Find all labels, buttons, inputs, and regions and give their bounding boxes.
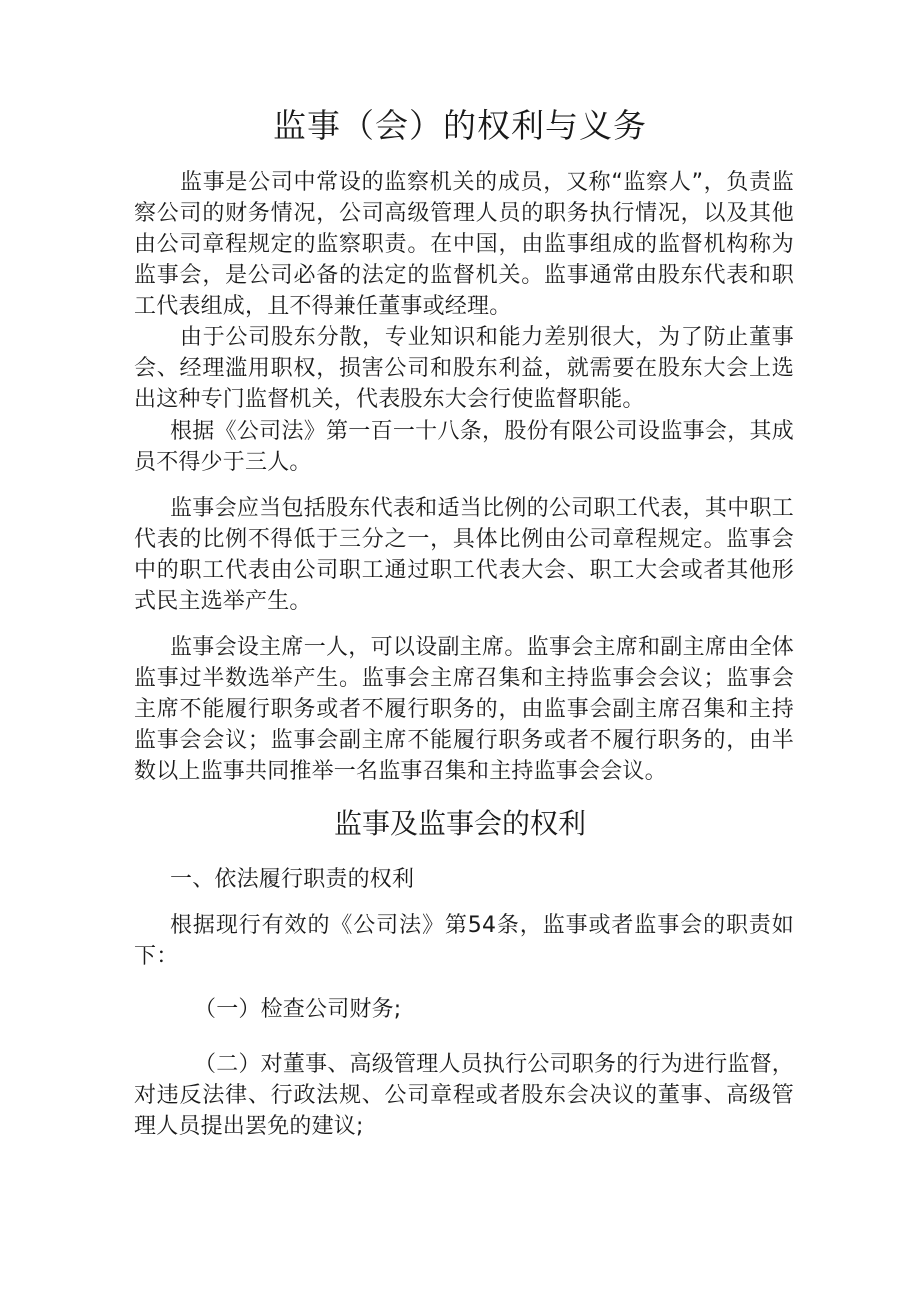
intro-paragraph-1: 监事是公司中常设的监察机关的成员，又称“监察人”，负责监察公司的财务情况，公司高级管理人员的职务执行情况，以及其他由公司章程规定的监察职责。在中国，由监事组成的监督机构称为监事会，是公司必备的法定的监督机关。监事通常由股东代表和职工代表组成，且不得兼任董事或经理。 [134,170,794,319]
page-title: 监事（会）的权利与义务 [273,106,647,145]
section-heading: 一、依法履行职责的权利 [170,867,415,892]
list-item: （二）对董事、高级管理人员执行公司职务的行为进行监督，对违反法律、行政法规、公司章程或者股东会决议的董事、高级管理人员提出罢免的建议; [134,1052,794,1139]
intro-paragraph-3: 根据《公司法》第一百一十八条，股份有限公司设监事会，其成员不得少于三人。 [134,419,794,475]
section-intro-paragraph: 根据现行有效的《公司法》第54条，监事或者监事会的职责如下： [134,913,794,969]
intro-paragraph-2: 由于公司股东分散，专业知识和能力差别很大，为了防止董事会、经理滥用职权，损害公司和股东利益，就需要在股东大会上选出这种专门监督机关，代表股东大会行使监督职能。 [134,325,794,412]
intro-paragraph-5: 监事会设主席一人，可以设副主席。监事会主席和副主席由全体监事过半数选举产生。监事会主席召集和主持监事会会议；监事会主席不能履行职务或者不履行职务的，由监事会副主席召集和主持监事会会议；监事会副主席不能履行职务或者不履行职务的，由半数以上监事共同推举一名监事召集和主持监事会会议。 [134,635,794,784]
intro-paragraph-4: 监事会应当包括股东代表和适当比例的公司职工代表，其中职工代表的比例不得低于三分之一，具体比例由公司章程规定。监事会中的职工代表由公司职工通过职工代表大会、职工大会或者其他形式民主选举产生。 [134,496,794,614]
section-title: 监事及监事会的权利 [333,807,586,840]
list-item: （一）检查公司财务; [194,997,402,1022]
